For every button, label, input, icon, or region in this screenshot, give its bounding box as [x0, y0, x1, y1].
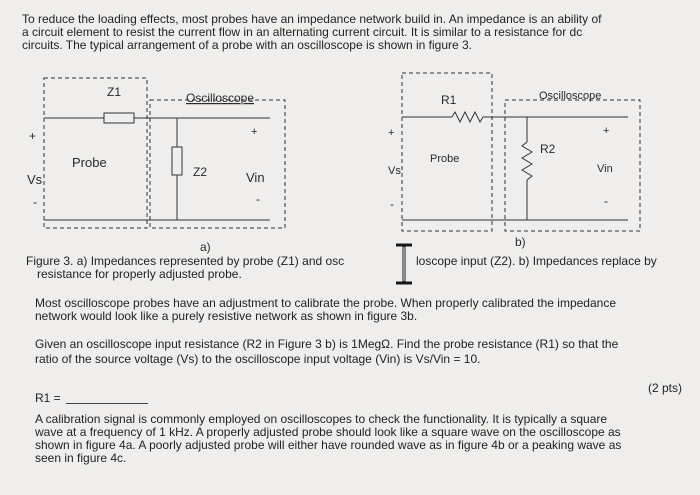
- caption-line-1-end: loscope input (Z2). b) Impedances replace by: [416, 254, 657, 268]
- z2-label: Z2: [193, 165, 208, 179]
- para4-line-3: shown in figure 4a. A poorly adjusted probe will either have rounded wave as in figure 4b or a peaking wave as: [35, 438, 622, 452]
- probe-label-a: Probe: [72, 155, 107, 170]
- z1-impedance-box: [104, 113, 134, 123]
- points-label: (2 pts): [648, 381, 683, 395]
- probe-label-b: Probe: [430, 153, 460, 165]
- plus-right-a: +: [251, 126, 258, 138]
- z1-label: Z1: [107, 85, 122, 99]
- minus-right-a: -: [256, 192, 260, 206]
- para2-line-2: network would look like a purely resistive network as shown in figure 3b.: [35, 309, 418, 323]
- oscilloscope-label-b: Oscilloscope: [539, 90, 602, 102]
- r1-resistor: [452, 112, 483, 122]
- r2-label: R2: [540, 142, 556, 156]
- para4-line-2: wave at a frequency of 1 kHz. A properly adjusted probe should look like a square wave on the oscilloscope as: [35, 425, 621, 439]
- para4-line-4: seen in figure 4c.: [35, 451, 127, 465]
- plus-right-b: +: [603, 125, 610, 137]
- text-cursor-icon: [392, 240, 416, 288]
- intro-line-2: a circuit element to resist the current flow in an alternating current circuit. It is similar to a resistance for dc: [22, 25, 583, 39]
- para3-line-1: Given an oscilloscope input resistance (R2 in Figure 3 b) is 1MegΩ. Find the probe resistance (R1) so that the: [35, 337, 619, 351]
- intro-line-3: circuits. The typical arrangement of a probe with an oscilloscope is shown in figure 3.: [22, 38, 473, 52]
- intro-line-1: To reduce the loading effects, most probes have an impedance network build in. An impedance is an ability of: [22, 12, 602, 26]
- vs-label-b: Vs: [388, 165, 401, 177]
- minus-right-b: -: [604, 194, 608, 208]
- plus-left-b: +: [388, 127, 395, 139]
- caption-line-2: resistance for properly adjusted probe.: [37, 267, 242, 281]
- para3-line-2: ratio of the source voltage (Vs) to the oscilloscope input voltage (Vin) is Vs/Vin = 10.: [35, 352, 481, 366]
- caption-line-1-start: Figure 3. a) Impedances represented by probe (Z1) and osc: [26, 254, 345, 268]
- r1-answer-label: R1 =: [35, 391, 61, 405]
- r2-resistor: [522, 142, 532, 180]
- oscilloscope-dashed-box-a: [150, 100, 285, 228]
- figure-a-letter: a): [200, 240, 211, 254]
- para4-line-1: A calibration signal is commonly employed on oscilloscopes to check the functionality. It is typically a square: [35, 412, 608, 426]
- z2-impedance-box: [172, 147, 182, 175]
- r1-answer-blank[interactable]: [66, 403, 148, 404]
- minus-left-b: -: [390, 197, 394, 211]
- r1-label: R1: [441, 93, 457, 107]
- para2-line-1: Most oscilloscope probes have an adjustment to calibrate the probe. When properly calibrated the impedance: [35, 296, 616, 310]
- vin-label-a: Vin: [246, 170, 265, 185]
- plus-left-a: +: [29, 129, 37, 143]
- vin-label-b: Vin: [597, 163, 613, 175]
- vs-label-a: Vs: [27, 172, 43, 187]
- minus-left-a: -: [33, 195, 37, 209]
- oscilloscope-label-a: Oscilloscope: [186, 91, 255, 105]
- figure-b-letter: b): [515, 235, 526, 249]
- probe-dashed-box-a: [44, 78, 147, 228]
- oscilloscope-dashed-box-b: [505, 100, 640, 231]
